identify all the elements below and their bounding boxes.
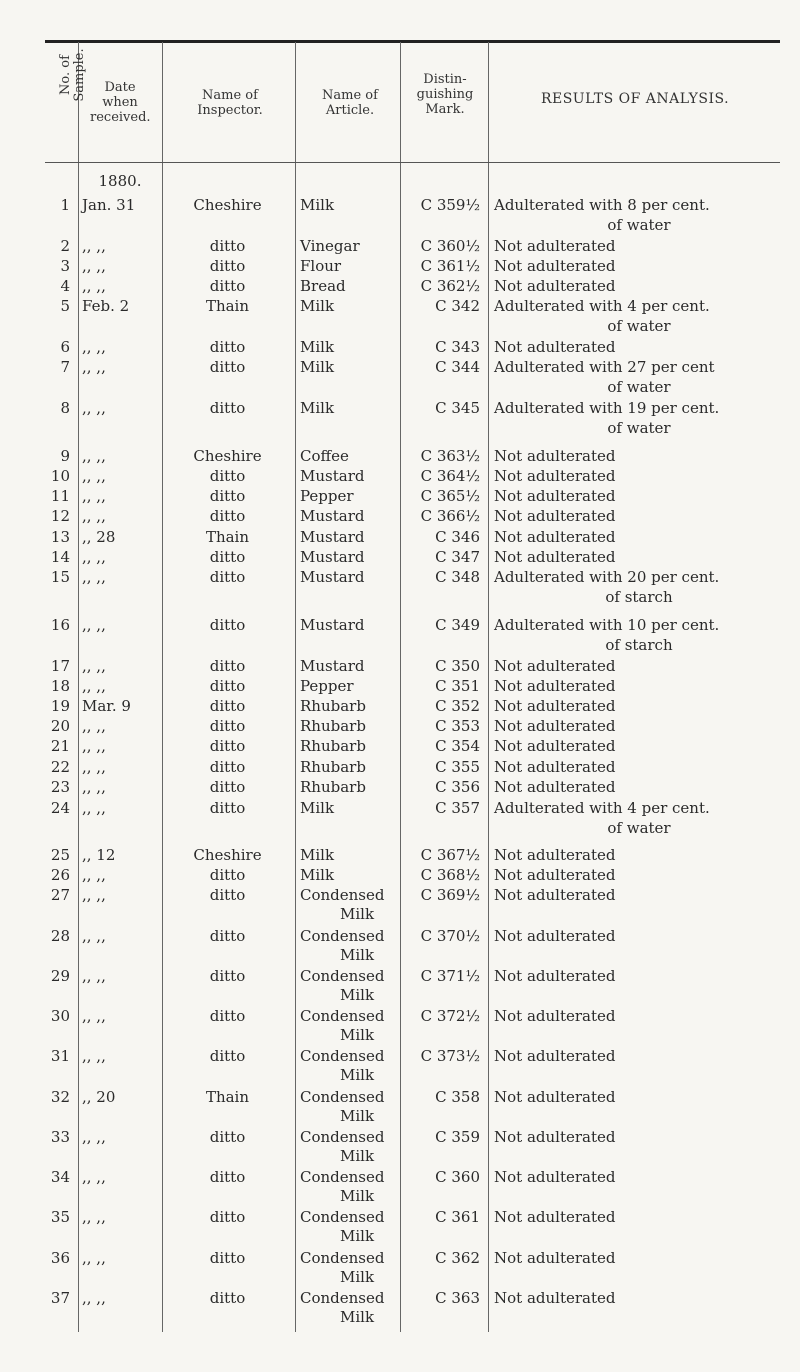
- date-received: Jan. 31: [82, 196, 136, 214]
- article-name: Vinegar: [300, 237, 360, 255]
- inspector-name: ditto: [209, 927, 246, 945]
- article-name: Milk: [300, 358, 335, 376]
- distinguishing-mark: C 370½: [420, 927, 480, 945]
- table-top-rule: [45, 40, 780, 43]
- article-name: Pepper: [300, 487, 354, 505]
- article-name: Bread: [300, 277, 346, 295]
- inspector-name: ditto: [209, 866, 246, 884]
- article-name: Condensed: [300, 1168, 385, 1186]
- inspector-name: ditto: [209, 358, 246, 376]
- inspector-name: ditto: [209, 487, 246, 505]
- distinguishing-mark: C 363: [435, 1289, 480, 1307]
- article-name-continued: Milk: [340, 1107, 375, 1125]
- column-divider: [488, 42, 489, 1332]
- result-text-continued: of starch: [605, 588, 673, 606]
- analysis-result: [494, 718, 784, 735]
- sample-number: 2: [60, 237, 70, 255]
- date-received: ,, ,,: [82, 358, 106, 376]
- inspector-name: ditto: [209, 737, 246, 755]
- inspector-name: ditto: [209, 717, 246, 735]
- distinguishing-mark: C 351: [435, 677, 480, 695]
- distinguishing-mark: C 352: [435, 697, 480, 715]
- distinguishing-mark: C 360½: [420, 237, 480, 255]
- date-received: ,, ,,: [82, 507, 106, 525]
- date-received: ,, ,,: [82, 548, 106, 566]
- sample-number: 10: [50, 467, 70, 485]
- article-name: Pepper: [300, 677, 354, 695]
- sample-number: 21: [50, 737, 70, 755]
- article-name: Condensed: [300, 1249, 385, 1267]
- sample-number: 30: [50, 1007, 70, 1025]
- inspector-name: ditto: [209, 1047, 246, 1065]
- distinguishing-mark: C 363½: [420, 447, 480, 465]
- distinguishing-mark: C 368½: [420, 866, 480, 884]
- result-text-continued: of water: [607, 819, 671, 837]
- article-name: Milk: [300, 866, 335, 884]
- result-text: Not adulterated: [494, 967, 616, 985]
- result-text-continued: of water: [607, 317, 671, 335]
- distinguishing-mark: C 367½: [420, 846, 480, 864]
- date-received: ,, ,,: [82, 1047, 106, 1065]
- result-text: Not adulterated: [494, 257, 616, 275]
- distinguishing-mark: C 347: [435, 548, 480, 566]
- article-name-continued: Milk: [340, 1187, 375, 1205]
- analysis-result: [494, 339, 784, 356]
- article-name: Rhubarb: [300, 778, 366, 796]
- article-name: Mustard: [300, 616, 365, 634]
- analysis-result: [494, 847, 784, 864]
- date-received: ,, ,,: [82, 257, 106, 275]
- result-text: Not adulterated: [494, 507, 616, 525]
- date-received: ,, ,,: [82, 1249, 106, 1267]
- inspector-name: ditto: [209, 616, 246, 634]
- inspector-name: ditto: [209, 1289, 246, 1307]
- date-received: ,, ,,: [82, 758, 106, 776]
- result-text: Not adulterated: [494, 467, 616, 485]
- distinguishing-mark: C 372½: [420, 1007, 480, 1025]
- result-text: Adulterated with 4 per cent.: [494, 799, 710, 817]
- article-name: Mustard: [300, 528, 365, 546]
- result-text: Adulterated with 8 per cent.: [494, 196, 710, 214]
- article-name-continued: Milk: [340, 1066, 375, 1084]
- result-text: Not adulterated: [494, 1208, 616, 1226]
- sample-number: 28: [50, 927, 70, 945]
- result-text: Not adulterated: [494, 677, 616, 695]
- result-text: Not adulterated: [494, 657, 616, 675]
- article-name: Rhubarb: [300, 737, 366, 755]
- distinguishing-mark: C 345: [435, 399, 480, 417]
- result-text-continued: of starch: [605, 636, 673, 654]
- sample-number: 20: [50, 717, 70, 735]
- inspector-name: ditto: [209, 399, 246, 417]
- analysis-result: [494, 448, 784, 465]
- analysis-result: [494, 569, 784, 606]
- article-name-continued: Milk: [340, 1268, 375, 1286]
- distinguishing-mark: C 362: [435, 1249, 480, 1267]
- sample-number: 14: [50, 548, 70, 566]
- distinguishing-mark: C 342: [435, 297, 480, 315]
- inspector-name: ditto: [209, 257, 246, 275]
- analysis-result: [494, 1250, 784, 1267]
- inspector-name: ditto: [209, 778, 246, 796]
- header-date-received: Date when received.: [90, 80, 151, 125]
- distinguishing-mark: C 357: [435, 799, 480, 817]
- result-text: Not adulterated: [494, 778, 616, 796]
- date-received: ,, 20: [82, 1088, 116, 1106]
- sample-number: 34: [50, 1168, 70, 1186]
- distinguishing-mark: C 361: [435, 1208, 480, 1226]
- sample-number: 26: [50, 866, 70, 884]
- result-text: Not adulterated: [494, 737, 616, 755]
- analysis-result: [494, 1089, 784, 1106]
- result-text: Not adulterated: [494, 1249, 616, 1267]
- article-name: Condensed: [300, 927, 385, 945]
- date-received: ,, ,,: [82, 467, 106, 485]
- date-received: ,, ,,: [82, 487, 106, 505]
- date-received: ,, ,,: [82, 1007, 106, 1025]
- article-name: Milk: [300, 846, 335, 864]
- analysis-result: [494, 968, 784, 985]
- analysis-result: [494, 1008, 784, 1025]
- sample-number: 5: [60, 297, 70, 315]
- header-bottom-rule: [45, 162, 780, 163]
- sample-number: 22: [50, 758, 70, 776]
- result-text: Not adulterated: [494, 927, 616, 945]
- date-received: ,, ,,: [82, 338, 106, 356]
- distinguishing-mark: C 346: [435, 528, 480, 546]
- article-name: Condensed: [300, 1208, 385, 1226]
- inspector-name: ditto: [209, 1249, 246, 1267]
- analysis-result: [494, 698, 784, 715]
- inspector-name: Cheshire: [193, 447, 262, 465]
- column-divider: [295, 42, 296, 1332]
- result-text: Not adulterated: [494, 528, 616, 546]
- sample-number: 36: [50, 1249, 70, 1267]
- result-text: Not adulterated: [494, 758, 616, 776]
- analysis-result: [494, 258, 784, 275]
- inspector-name: ditto: [209, 677, 246, 695]
- analysis-result: [494, 1048, 784, 1065]
- year-label: 1880.: [98, 172, 142, 190]
- sample-number: 29: [50, 967, 70, 985]
- article-name: Milk: [300, 799, 335, 817]
- analysis-result: [494, 549, 784, 566]
- column-divider: [400, 42, 401, 1332]
- distinguishing-mark: C 349: [435, 616, 480, 634]
- inspector-name: ditto: [209, 657, 246, 675]
- sample-number: 33: [50, 1128, 70, 1146]
- inspector-name: ditto: [209, 467, 246, 485]
- article-name: Flour: [300, 257, 342, 275]
- inspector-name: Thain: [205, 528, 250, 546]
- article-name: Condensed: [300, 967, 385, 985]
- inspector-name: Cheshire: [193, 196, 262, 214]
- analysis-result: [494, 468, 784, 485]
- result-text: Not adulterated: [494, 697, 616, 715]
- sample-number: 1: [60, 196, 70, 214]
- distinguishing-mark: C 350: [435, 657, 480, 675]
- distinguishing-mark: C 364½: [420, 467, 480, 485]
- sample-number: 18: [50, 677, 70, 695]
- analysis-result: [494, 1129, 784, 1146]
- analysis-result: [494, 508, 784, 525]
- article-name: Milk: [300, 196, 335, 214]
- distinguishing-mark: C 353: [435, 717, 480, 735]
- analysis-result: [494, 779, 784, 796]
- date-received: Feb. 2: [82, 297, 130, 315]
- inspector-name: ditto: [209, 1128, 246, 1146]
- analysis-result: [494, 800, 784, 837]
- column-divider: [78, 42, 79, 1332]
- date-received: ,, ,,: [82, 778, 106, 796]
- date-received: ,, ,,: [82, 568, 106, 586]
- article-name: Rhubarb: [300, 758, 366, 776]
- result-text: Not adulterated: [494, 1047, 616, 1065]
- date-received: ,, ,,: [82, 737, 106, 755]
- analysis-result: [494, 238, 784, 255]
- inspector-name: ditto: [209, 967, 246, 985]
- sample-number: 8: [60, 399, 70, 417]
- sample-number: 4: [60, 277, 70, 295]
- article-name: Condensed: [300, 1289, 385, 1307]
- analysis-result: [494, 400, 784, 437]
- article-name: Mustard: [300, 657, 365, 675]
- sample-number: 23: [50, 778, 70, 796]
- article-name: Milk: [300, 399, 335, 417]
- analysis-result: [494, 867, 784, 884]
- result-text: Not adulterated: [494, 548, 616, 566]
- result-text: Not adulterated: [494, 338, 616, 356]
- article-name: Milk: [300, 297, 335, 315]
- inspector-name: ditto: [209, 277, 246, 295]
- result-text: Adulterated with 10 per cent.: [494, 616, 720, 634]
- sample-number: 17: [50, 657, 70, 675]
- result-text: Not adulterated: [494, 1289, 616, 1307]
- article-name-continued: Milk: [340, 1147, 375, 1165]
- date-received: ,, ,,: [82, 1289, 106, 1307]
- date-received: ,, ,,: [82, 717, 106, 735]
- analysis-result: [494, 738, 784, 755]
- result-text: Not adulterated: [494, 846, 616, 864]
- result-text: Not adulterated: [494, 886, 616, 904]
- result-text: Adulterated with 20 per cent.: [494, 568, 720, 586]
- article-name: Condensed: [300, 1047, 385, 1065]
- article-name: Mustard: [300, 467, 365, 485]
- distinguishing-mark: C 359: [435, 1128, 480, 1146]
- result-text-continued: of water: [607, 419, 671, 437]
- article-name: Condensed: [300, 1088, 385, 1106]
- sample-number: 27: [50, 886, 70, 904]
- distinguishing-mark: C 362½: [420, 277, 480, 295]
- analysis-result: [494, 529, 784, 546]
- article-name: Rhubarb: [300, 717, 366, 735]
- analysis-result: [494, 928, 784, 945]
- inspector-name: ditto: [209, 507, 246, 525]
- sample-number: 7: [60, 358, 70, 376]
- result-text-continued: of water: [607, 378, 671, 396]
- distinguishing-mark: C 371½: [420, 967, 480, 985]
- date-received: ,, ,,: [82, 616, 106, 634]
- distinguishing-mark: C 348: [435, 568, 480, 586]
- result-text: Not adulterated: [494, 1128, 616, 1146]
- result-text: Not adulterated: [494, 866, 616, 884]
- distinguishing-mark: C 356: [435, 778, 480, 796]
- date-received: ,, ,,: [82, 237, 106, 255]
- analysis-result: [494, 488, 784, 505]
- analysis-result: [494, 1290, 784, 1307]
- inspector-name: ditto: [209, 338, 246, 356]
- header-sample-number: No. of Sample.: [58, 48, 87, 102]
- result-text: Not adulterated: [494, 447, 616, 465]
- analysis-result: [494, 617, 784, 654]
- sample-number: 25: [50, 846, 70, 864]
- analysis-result: [494, 759, 784, 776]
- article-name: Mustard: [300, 548, 365, 566]
- result-text: Not adulterated: [494, 717, 616, 735]
- analysis-result: [494, 298, 784, 335]
- sample-number: 6: [60, 338, 70, 356]
- inspector-name: Thain: [205, 1088, 250, 1106]
- date-received: ,, ,,: [82, 1168, 106, 1186]
- result-text: Not adulterated: [494, 277, 616, 295]
- date-received: Mar. 9: [82, 697, 131, 715]
- date-received: ,, 28: [82, 528, 116, 546]
- result-text: Adulterated with 27 per cent: [494, 358, 715, 376]
- sample-number: 35: [50, 1208, 70, 1226]
- sample-number: 13: [50, 528, 70, 546]
- inspector-name: ditto: [209, 1208, 246, 1226]
- article-name: Milk: [300, 338, 335, 356]
- sample-number: 9: [60, 447, 70, 465]
- distinguishing-mark: C 373½: [420, 1047, 480, 1065]
- inspector-name: ditto: [209, 758, 246, 776]
- result-text: Not adulterated: [494, 1088, 616, 1106]
- inspector-name: ditto: [209, 799, 246, 817]
- result-text: Not adulterated: [494, 237, 616, 255]
- analysis-result: [494, 678, 784, 695]
- article-name-continued: Milk: [340, 1026, 375, 1044]
- inspector-name: ditto: [209, 886, 246, 904]
- date-received: ,, 12: [82, 846, 116, 864]
- analysis-result: [494, 1169, 784, 1186]
- article-name-continued: Milk: [340, 905, 375, 923]
- sample-number: 19: [50, 697, 70, 715]
- sample-number: 24: [50, 799, 70, 817]
- date-received: ,, ,,: [82, 677, 106, 695]
- inspector-name: ditto: [209, 237, 246, 255]
- date-received: ,, ,,: [82, 886, 106, 904]
- analysis-result: [494, 278, 784, 295]
- sample-number: 31: [50, 1047, 70, 1065]
- inspector-name: ditto: [209, 697, 246, 715]
- article-name: Mustard: [300, 568, 365, 586]
- analysis-result: [494, 1209, 784, 1226]
- result-text: Adulterated with 4 per cent.: [494, 297, 710, 315]
- date-received: ,, ,,: [82, 399, 106, 417]
- sample-number: 32: [50, 1088, 70, 1106]
- sample-number: 12: [50, 507, 70, 525]
- distinguishing-mark: C 360: [435, 1168, 480, 1186]
- article-name-continued: Milk: [340, 1308, 375, 1326]
- sample-number: 3: [60, 257, 70, 275]
- distinguishing-mark: C 359½: [420, 196, 480, 214]
- header-article: Name of Article.: [322, 88, 378, 118]
- article-name-continued: Milk: [340, 1227, 375, 1245]
- article-name: Condensed: [300, 1007, 385, 1025]
- analysis-result: [494, 197, 784, 234]
- article-name-continued: Milk: [340, 986, 375, 1004]
- distinguishing-mark: C 344: [435, 358, 480, 376]
- date-received: ,, ,,: [82, 866, 106, 884]
- date-received: ,, ,,: [82, 1128, 106, 1146]
- distinguishing-mark: C 361½: [420, 257, 480, 275]
- inspector-name: ditto: [209, 1168, 246, 1186]
- inspector-name: ditto: [209, 1007, 246, 1025]
- distinguishing-mark: C 366½: [420, 507, 480, 525]
- article-name: Coffee: [300, 447, 349, 465]
- header-inspector: Name of Inspector.: [197, 88, 263, 118]
- result-text: Adulterated with 19 per cent.: [494, 399, 720, 417]
- distinguishing-mark: C 365½: [420, 487, 480, 505]
- article-name: Condensed: [300, 886, 385, 904]
- article-name: Condensed: [300, 1128, 385, 1146]
- analysis-result: [494, 359, 784, 396]
- article-name: Mustard: [300, 507, 365, 525]
- header-results: RESULTS OF ANALYSIS.: [540, 91, 730, 107]
- date-received: ,, ,,: [82, 799, 106, 817]
- date-received: ,, ,,: [82, 967, 106, 985]
- column-divider: [162, 42, 163, 1332]
- distinguishing-mark: C 354: [435, 737, 480, 755]
- distinguishing-mark: C 343: [435, 338, 480, 356]
- article-name-continued: Milk: [340, 946, 375, 964]
- inspector-name: Thain: [205, 297, 250, 315]
- result-text: Not adulterated: [494, 1168, 616, 1186]
- analysis-result: [494, 887, 784, 904]
- distinguishing-mark: C 355: [435, 758, 480, 776]
- distinguishing-mark: C 369½: [420, 886, 480, 904]
- sample-number: 15: [50, 568, 70, 586]
- distinguishing-mark: C 358: [435, 1088, 480, 1106]
- header-distinguishing-mark: Distin- guishing Mark.: [416, 72, 474, 117]
- date-received: ,, ,,: [82, 447, 106, 465]
- result-text: Not adulterated: [494, 1007, 616, 1025]
- date-received: ,, ,,: [82, 277, 106, 295]
- date-received: ,, ,,: [82, 927, 106, 945]
- sample-number: 37: [50, 1289, 70, 1307]
- sample-number: 11: [50, 487, 70, 505]
- inspector-name: ditto: [209, 548, 246, 566]
- sample-number: 16: [50, 616, 70, 634]
- inspector-name: Cheshire: [193, 846, 262, 864]
- article-name: Rhubarb: [300, 697, 366, 715]
- analysis-result: [494, 658, 784, 675]
- date-received: ,, ,,: [82, 1208, 106, 1226]
- date-received: ,, ,,: [82, 657, 106, 675]
- inspector-name: ditto: [209, 568, 246, 586]
- result-text: Not adulterated: [494, 487, 616, 505]
- result-text-continued: of water: [607, 216, 671, 234]
